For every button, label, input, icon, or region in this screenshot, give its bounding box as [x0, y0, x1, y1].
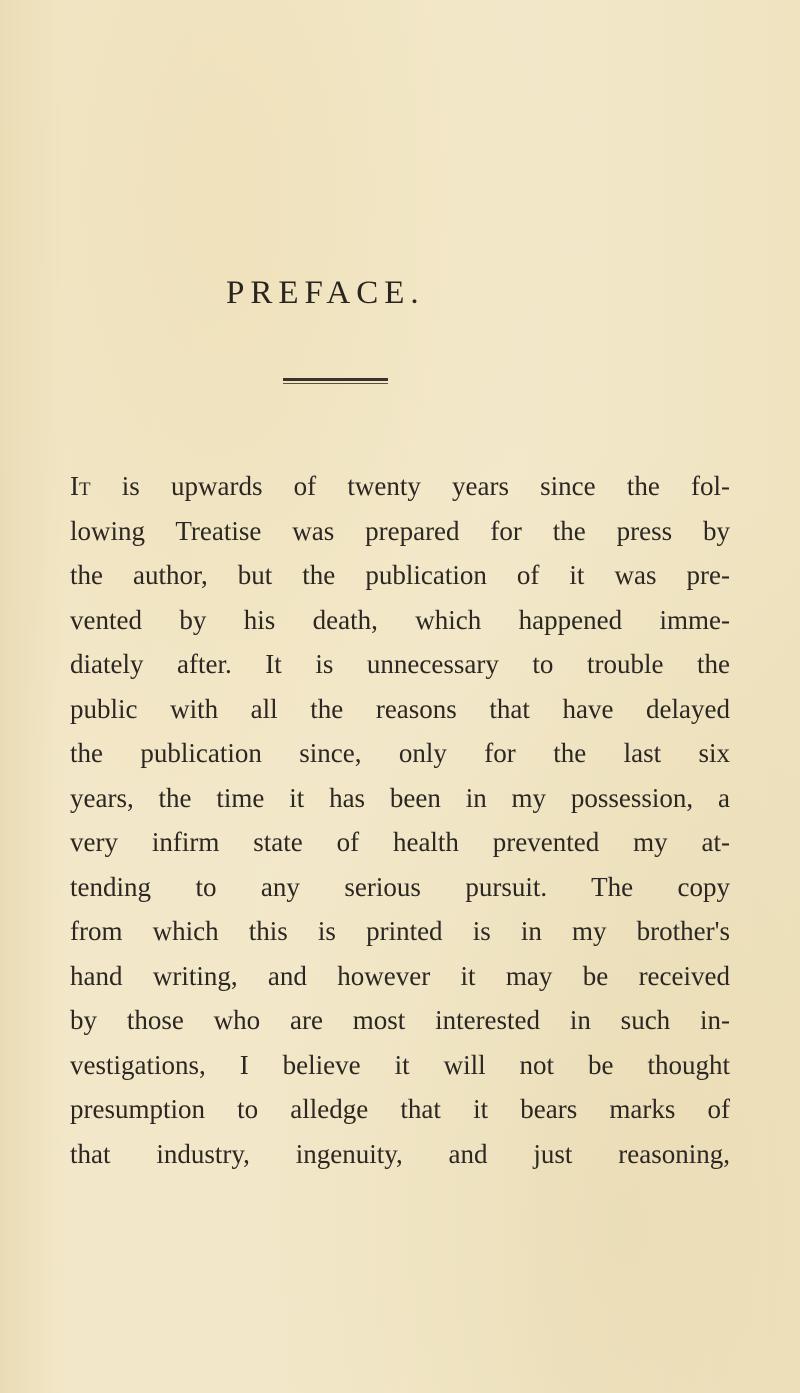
text-line: from which this is printed is in my brother's [70, 916, 730, 946]
text-line: vented by his death, which happened imme- [70, 604, 730, 635]
preface-paragraph [70, 464, 730, 1176]
text-line: tending to any serious pursuit. The copy [70, 871, 730, 902]
rule-thin-line [283, 383, 388, 384]
text-line: the author, but the publication of it was pre- [70, 560, 730, 590]
text-line: diately after. It is unnecessary to trouble the [70, 649, 730, 679]
opening-word: It [70, 471, 91, 501]
text-line: by those who are most interested in such in- [70, 1005, 730, 1035]
text-line: vestigations, I believe it will not be thought [70, 1049, 730, 1080]
text-line: lowing Treatise was prepared for the press by [70, 515, 730, 546]
page-title: PREFACE. [226, 275, 425, 311]
text-line: years, the time it has been in my possession, a [70, 782, 730, 813]
text-line: the publication since, only for the last six [70, 738, 730, 768]
rule-thick-line [283, 378, 388, 381]
decorative-double-rule [283, 378, 388, 385]
preface-heading [0, 268, 800, 318]
text-line: very infirm state of health prevented my at- [70, 827, 730, 857]
text-line: that industry, ingenuity, and just reasoning, [70, 1138, 730, 1169]
text-line: hand writing, and however it may be received [70, 960, 730, 991]
text-line: presumption to alledge that it bears marks of [70, 1094, 730, 1124]
text-line: public with all the reasons that have delayed [70, 693, 730, 724]
text-line: It is upwards of twenty years since the fol- [70, 471, 730, 501]
